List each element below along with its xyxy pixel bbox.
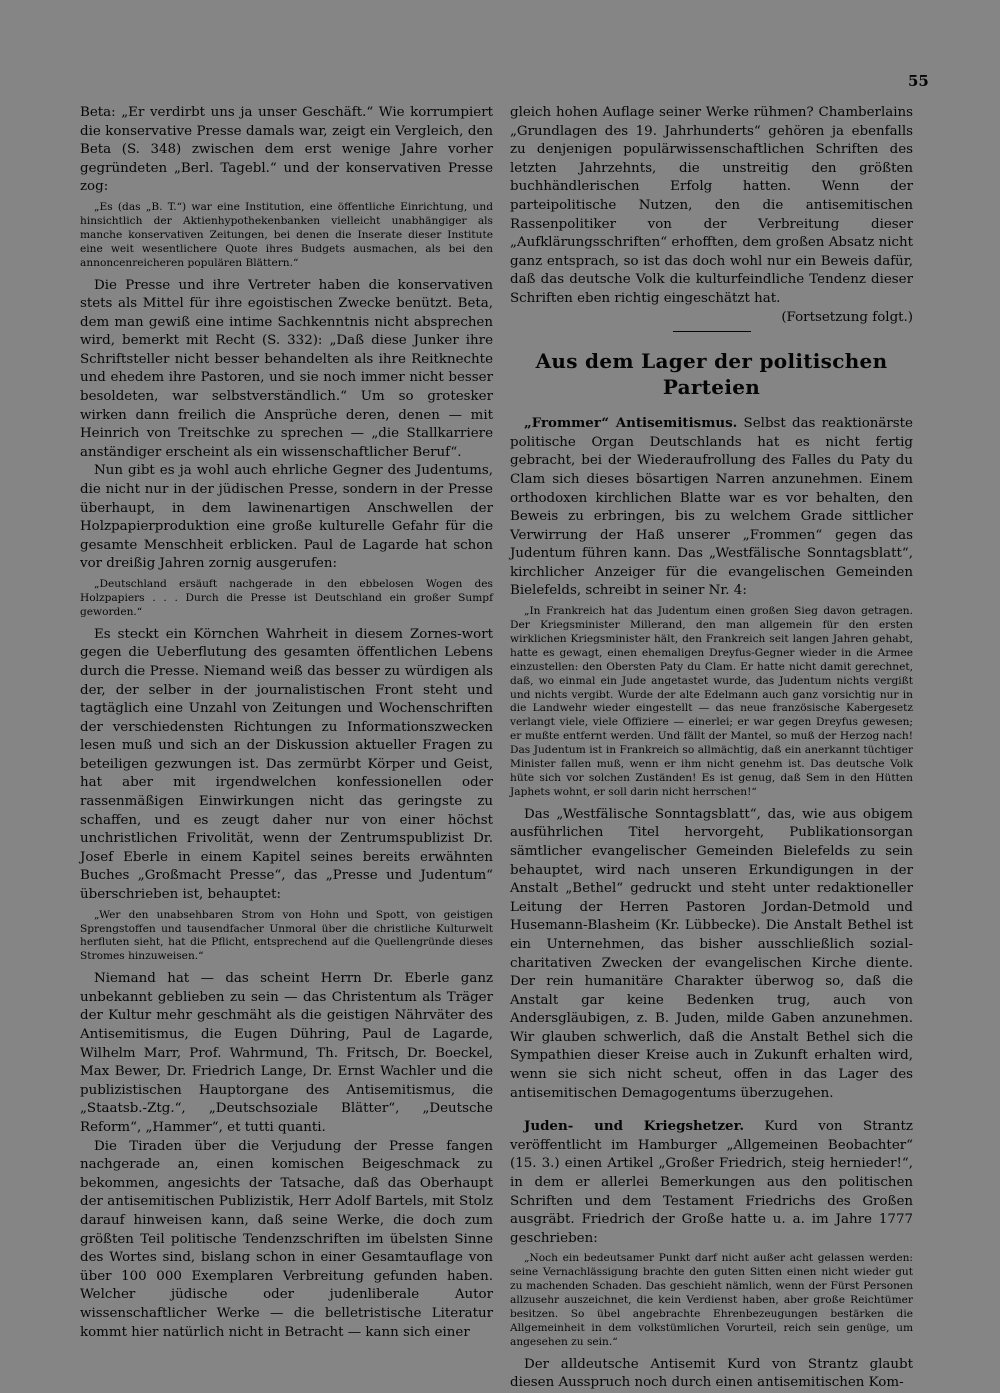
right-quote-1: „In Frankreich hat das Judentum einen großen Sieg davon getragen. Der Kriegsminister Millerand, den man allgemein für den ersten wirklichen Kriegsminister hält, den Frankreich seit langen Jahren gehabt, hatte es gewagt, einen ehemaligen Dreyfus-Gegner wieder in die Armee einzustellen: den Obersten Paty du Clam. Er hatte nicht damit gerechnet, daß, wo einmal ein Jude angetastet wurde, das Judentum nichts vergißt und nichts vergibt. Wurde der alte Edelmann auch ganz vorsichtig nur in die Landwehr wieder eingestellt — das neue französische Kabergesetz verlangt viele, viele Offiziere — einerlei; er war gegen Dreyfus gewesen; er mußte entfernt werden. Und fällt der Mantel, so muß der Herzog nach! Das Judentum ist in Frankreich so allmächtig, daß ein anerkannt tüchtiger Minister fallen muß, wenn er ihm nicht genehm ist. Das deutsche Volk hüte sich vor solchen Zuständen! Es ist genug, daß Sem in den Hütten Japhets wohnt, er soll darin nicht herrschen!“	[510, 605, 913, 798]
left-column	[80, 104, 493, 1342]
left-paragraph-1: Beta: „Er verdirbt uns ja unser Geschäft.“ Wie korrumpiert die konservative Presse damals war, zeigt ein Vergleich, den Beta (S. 348) zwischen dem erst wenige Jahre vorher gegründeten „Berl. Tagebl.“ und der konservativen Presse zog:	[80, 105, 493, 195]
left-paragraph-5: Niemand hat — das scheint Herrn Dr. Eberle ganz unbekannt geblieben zu sein — das Christentum als Träger der Kultur mehr geschmäht als die geistigen Nährväter des Antisemitismus, die Eugen Dühring, Paul de Lagarde, Wilhelm Marr, Prof. Wahrmund, Th. Fritsch, Dr. Boeckel, Max Bewer, Dr. Friedrich Lange, Dr. Ernst Wachler und die publizistischen Hauptorgane des Antisemitismus, die „Staatsb.-Ztg.“, „Deutschsoziale Blätter“, „Deutsche Reform“, „Hammer“, et tutti quanti.	[80, 971, 493, 1135]
left-paragraph-4: Es steckt ein Körnchen Wahrheit in diesem Zornes-wort gegen die Ueberflutung des gesamten öffentlichen Lebens durch die Presse. Niemand weiß das besser zu würdigen als der, der selber in der journalistischen Front steht und tagtäglich eine Unzahl von Zeitungen und Wochenschriften der verschiedensten Richtungen zu Informationszwecken lesen muß und sich an der Diskussion aktueller Fragen zu beteiligen gezwungen ist. Das zermürbt Körper und Geist, hat aber mit irgendwelchen konfessionellen oder rassenmäßigen Einwirkungen nicht das geringste zu schaffen, und es zeugt daher nur von einer höchst unchristlichen Frivolität, wenn der Zentrumspublizist Dr. Josef Eberle in einem Kapitel seines bereits erwähnten Buches „Großmacht Presse“, das „Presse und Judentum“ überschrieben ist, behauptet:	[80, 626, 493, 903]
article-1-body: Selbst das reaktionärste politische Organ Deutschlands hat es nicht fertig gebracht, bei der Wiederaufrollung des Falles du Paty du Clam sich dieses bösartigen Narren anzunehmen. Einem orthodoxen kirchlichen Blatte war es vor behalten, den Beweis zu erbringen, bis zu welchem Grade sittlicher Verwirrung der Haß unserer „Frommen“ gegen das Judentum führen kann. Das „Westfälische Sonntagsblatt“, kirchlicher Anzeiger für die evangelischen Gemeinden Bielefelds, schreibt in seiner Nr. 4:	[510, 416, 913, 599]
left-paragraph-2: Die Presse und ihre Vertreter haben die konservativen stets als Mittel für ihre egoistischen Zwecke benützt. Beta, dem man gewiß eine intime Sachkenntnis nicht absprechen wird, bemerkt mit Recht (S. 332): „Daß diese Junker ihre Schriftsteller nicht besser behandelten als ihre Reitknechte und ehedem ihre Pastoren, und sie noch immer nicht besser besoldeten, war selbstverständlich.“ Um so grotesker wirken dann freilich die Ansprüche deren, denen — mit Heinrich von Treitschke zu sprechen — „die Stallkarriere anständiger erscheint als ein wissenschaftlicher Beruf“.	[80, 277, 493, 460]
right-column	[510, 104, 913, 1393]
article-2-body: Kurd von Strantz veröffentlicht im Hamburger „Allgemeinen Beobachter“ (15. 3.) einen Artikel „Großer Friedrich, steig hernieder!“, in dem er allerlei Bemerkungen aus den politischen Schriften und dem Testament Friedrichs des Großen ausgräbt. Friedrich der Große hatte u. a. im Jahre 1777 geschrieben:	[510, 1119, 913, 1246]
right-paragraph-2: Das „Westfälische Sonntagsblatt“, das, wie aus obigem ausführlichen Titel hervorgeht, Publikationsorgan sämtlicher evangelischer Gemeinden Bielefelds zu sein behauptet, wird nach unseren Erkundigungen in der Anstalt „Bethel“ gedruckt und steht unter redaktioneller Leitung der Herren Pastoren Jordan-Detmold und Husemann-Blasheim (Kr. Lübbecke). Die Anstalt Bethel ist ein Unternehmen, das bisher ausschließlich sozial-charitativen Zwecken der evangelischen Kirche diente. Der rein humanitäre Charakter überwog so, daß die Anstalt gar keine Bedenken trug, auch von Andersgläubigen, z. B. Juden, milde Gaben anzunehmen. Wir glauben schwerlich, daß die Anstalt Bethel sich die Sympathien dieser Kreise auch in Zukunft erhalten wird, wenn sie sich nicht scheut, offen in das Lager des antisemitischen Demagogentums überzugehen.	[510, 806, 913, 1101]
right-paragraph-3: Der alldeutsche Antisemit Kurd von Strantz glaubt diesen Ausspruch noch durch einen antisemitischen Kom-	[510, 1356, 913, 1391]
article-2	[510, 1117, 913, 1248]
article-2-heading: Juden- und Kriegshetzer.	[524, 1118, 745, 1135]
right-paragraph-1: gleich hohen Auflage seiner Werke rühmen? Chamberlains „Grundlagen des 19. Jahrhunderts“ gehören ja ebenfalls zu denjenigen populärwissenschaftlichen Schriften des letzten Jahrzehnts, die unstreitig den größten buchhändlerischen Erfolg hatten. Wenn der parteipolitische Nutzen, den die antisemitischen Rassenpolitiker von der Verbreitung dieser „Aufklärungsschriften“ erhofften, dem großen Absatz nicht ganz entsprach, so ist das doch wohl nur ein Beweis dafür, daß das deutsche Volk die kulturfeindliche Tendenz dieser Schriften eben richtig eingeschätzt hat.	[510, 105, 913, 306]
right-quote-2: „Noch ein bedeutsamer Punkt darf nicht außer acht gelassen werden: seine Vernachlässigung brachte den guten Sitten einen nicht wieder gut zu machenden Schaden. Das geschieht nämlich, wenn der Fürst Personen allzusehr auszeichnet, die kein Verdienst haben, aber große Reichtümer besitzen. So übel angebrachte Ehrenbezeugungen bestärken die Allgemeinheit in dem volkstümlichen Vorurteil, reich sein genüge, um angesehen zu sein.“	[510, 1252, 913, 1348]
section-title: Aus dem Lager der politischen Parteien	[535, 349, 888, 400]
separator-rule	[673, 331, 751, 332]
left-paragraph-3: Nun gibt es ja wohl auch ehrliche Gegner des Judentums, die nicht nur in der jüdischen Presse, sondern in der Presse überhaupt, in dem lawinenartigen Anschwellen der Holzpapierproduktion eine große kulturelle Gefahr für die gesamte Menschheit erblicken. Paul de Lagarde hat schon vor dreißig Jahren zornig ausgerufen:	[80, 463, 493, 572]
left-quote-1: „Es (das „B. T.“) war eine Institution, eine öffentliche Einrichtung, und hinsichtlich der Aktienhypothekenbanken vielleicht unabhängiger als manche konservativen Zeitungen, bei denen die Inserate dieser Institute eine weit wesentlichere Quote ihres Budgets ausmachen, als bei den annoncenreicheren populären Blättern.“	[80, 200, 493, 269]
article-1	[510, 414, 913, 601]
spacer	[510, 1103, 913, 1117]
page-number: 55	[908, 72, 929, 90]
continued-note: (Fortsetzung folgt.)	[781, 309, 913, 325]
left-quote-3: „Wer den unabsehbaren Strom von Hohn und Spott, von geistigen Sprengstoffen und tausendfacher Unmoral über die christliche Kulturwelt herfluten sieht, hat die Pflicht, entsprechend auf die Quellengründe dieses Stromes hinzuweisen.“	[80, 908, 493, 963]
left-quote-2: „Deutschland ersäuft nachgerade in den ebbelosen Wogen des Holzpapiers . . . Durch die Presse ist Deutschland ein großer Sumpf geworden.“	[80, 578, 493, 618]
article-1-heading: „Frommer“ Antisemitismus.	[524, 415, 738, 432]
left-paragraph-6: Die Tiraden über die Verjudung der Presse fangen nachgerade an, einen komischen Beigeschmack zu bekommen, angesichts der Tatsache, daß das Oberhaupt der antisemitischen Publizistik, Herr Adolf Bartels, mit Stolz darauf hinweisen kann, daß seine Werke, die doch zum größten Teil politische Tendenzschriften im übelsten Sinne des Wortes sind, bislang schon in einer Gesamtauflage von über 100 000 Exemplaren Verbreitung gefunden haben. Welcher jüdische oder judenliberale Autor wissenschaftlicher Werke — die belletristische Literatur kommt hier natürlich nicht in Betracht — kann sich einer	[80, 1138, 493, 1340]
